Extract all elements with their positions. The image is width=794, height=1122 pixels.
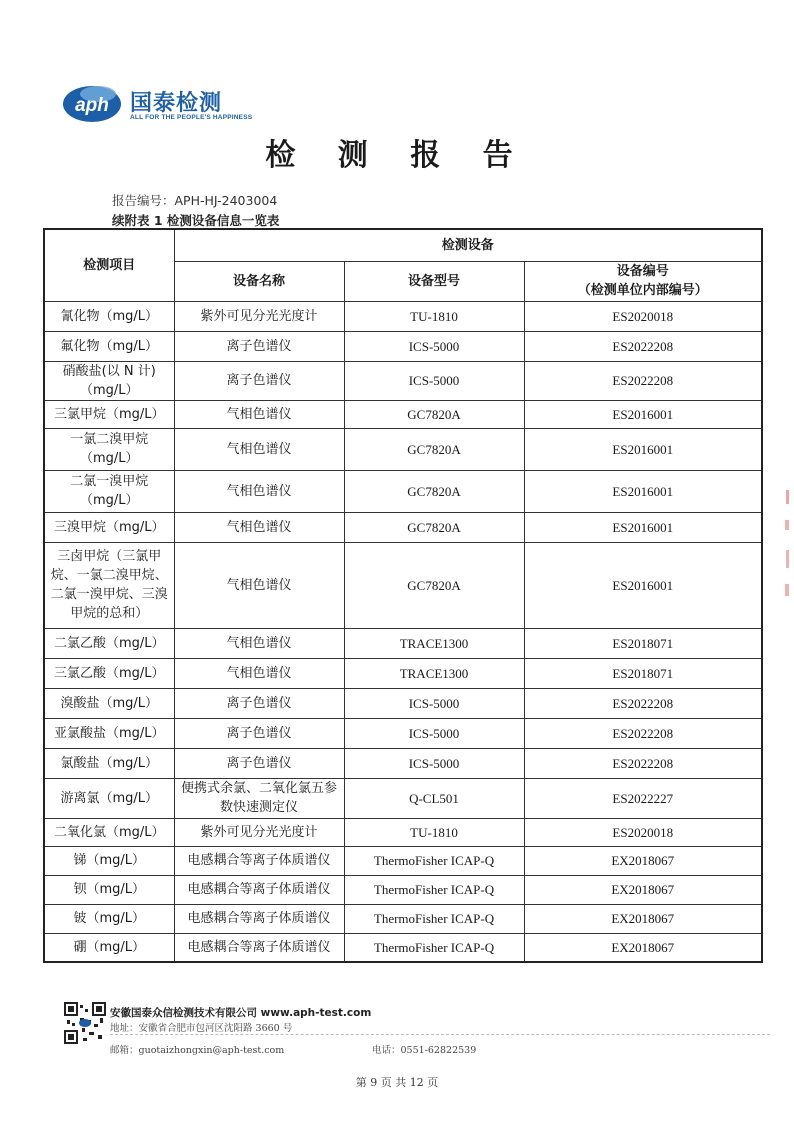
equipment-code-cell: ES2018071 xyxy=(524,658,762,688)
table-row xyxy=(44,818,762,846)
table-row xyxy=(44,846,762,875)
equipment-model-cell: ThermoFisher ICAP-Q xyxy=(344,846,524,875)
equipment-code-cell: EX2018067 xyxy=(524,875,762,904)
equipment-model-cell: ICS-5000 xyxy=(344,688,524,718)
header-equipment-code xyxy=(524,261,762,301)
header-code-line1: 设备编号 xyxy=(616,264,669,279)
equipment-code-cell: ES2022208 xyxy=(524,688,762,718)
aph-logo-icon xyxy=(62,82,122,124)
equipment-name-cell: 气相色谱仪 xyxy=(174,428,344,470)
equipment-code-cell: ES2016001 xyxy=(524,512,762,542)
equipment-code-cell: ES2020018 xyxy=(524,301,762,331)
test-item-cell: 亚氯酸盐（mg/L） xyxy=(44,718,174,748)
equipment-name-cell: 离子色谱仪 xyxy=(174,688,344,718)
logo-mark-text: aph xyxy=(75,95,109,116)
equipment-model-cell: ICS-5000 xyxy=(344,361,524,400)
equipment-model-cell: GC7820A xyxy=(344,400,524,428)
equipment-name-cell: 离子色谱仪 xyxy=(174,361,344,400)
test-item-cell: 硼（mg/L） xyxy=(44,933,174,962)
table-row xyxy=(44,542,762,628)
test-item-cell: 三氯甲烷（mg/L） xyxy=(44,400,174,428)
test-item-cell: 三氯乙酸（mg/L） xyxy=(44,658,174,688)
equipment-model-cell: TU-1810 xyxy=(344,818,524,846)
equipment-name-cell: 离子色谱仪 xyxy=(174,748,344,778)
table-row xyxy=(44,933,762,962)
test-item-cell: 三溴甲烷（mg/L） xyxy=(44,512,174,542)
footer-email: 邮箱：guotaizhongxin@aph-test.com xyxy=(110,1045,285,1056)
test-item-cell: 三卤甲烷（三氯甲烷、一氯二溴甲烷、二氯一溴甲烷、三溴甲烷的总和） xyxy=(44,542,174,628)
equipment-code-cell: ES2018071 xyxy=(524,628,762,658)
table-row xyxy=(44,875,762,904)
equipment-name-cell: 电感耦合等离子体质谱仪 xyxy=(174,933,344,962)
test-item-cell: 二氯一溴甲烷（mg/L） xyxy=(44,470,174,512)
equipment-code-cell: EX2018067 xyxy=(524,933,762,962)
equipment-name-cell: 离子色谱仪 xyxy=(174,331,344,361)
header-code-line2: （检测单位内部编号） xyxy=(577,283,708,298)
table-row xyxy=(44,628,762,658)
page-number: 第 9 页 共 12 页 xyxy=(355,1076,439,1089)
equipment-name-cell: 气相色谱仪 xyxy=(174,512,344,542)
table-row xyxy=(44,718,762,748)
table-row xyxy=(44,512,762,542)
equipment-table-body xyxy=(44,301,762,962)
table-caption: 续附表 1 检测设备信息一览表 xyxy=(112,213,280,228)
equipment-model-cell: ThermoFisher ICAP-Q xyxy=(344,875,524,904)
equipment-name-cell: 紫外可见分光光度计 xyxy=(174,301,344,331)
test-item-cell: 溴酸盐（mg/L） xyxy=(44,688,174,718)
test-item-cell: 二氯乙酸（mg/L） xyxy=(44,628,174,658)
equipment-model-cell: GC7820A xyxy=(344,428,524,470)
test-item-cell: 游离氯（mg/L） xyxy=(44,778,174,818)
equipment-name-cell: 气相色谱仪 xyxy=(174,400,344,428)
table-row xyxy=(44,688,762,718)
equipment-name-cell: 气相色谱仪 xyxy=(174,658,344,688)
table-row xyxy=(44,470,762,512)
equipment-name-cell: 电感耦合等离子体质谱仪 xyxy=(174,846,344,875)
equipment-name-cell: 电感耦合等离子体质谱仪 xyxy=(174,904,344,933)
footer-address: 地址：安徽省合肥市包河区沈阳路 3660 号 xyxy=(110,1023,293,1034)
footer-divider xyxy=(110,1034,770,1035)
equipment-model-cell: TRACE1300 xyxy=(344,628,524,658)
test-item-cell: 锑（mg/L） xyxy=(44,846,174,875)
test-item-cell: 氟化物（mg/L） xyxy=(44,331,174,361)
equipment-code-cell: ES2022208 xyxy=(524,361,762,400)
equipment-code-cell: ES2016001 xyxy=(524,542,762,628)
equipment-model-cell: TRACE1300 xyxy=(344,658,524,688)
equipment-table xyxy=(43,228,763,963)
table-row xyxy=(44,400,762,428)
table-row xyxy=(44,778,762,818)
equipment-name-cell: 气相色谱仪 xyxy=(174,628,344,658)
equipment-code-cell: ES2022208 xyxy=(524,748,762,778)
page-title: 检 测 报 告 xyxy=(265,138,529,173)
test-item-cell: 硝酸盐(以 N 计)（mg/L） xyxy=(44,361,174,400)
equipment-code-cell: EX2018067 xyxy=(524,904,762,933)
equipment-model-cell: ThermoFisher ICAP-Q xyxy=(344,904,524,933)
equipment-code-cell: ES2020018 xyxy=(524,818,762,846)
equipment-code-cell: ES2022208 xyxy=(524,331,762,361)
header-equipment-name: 设备名称 xyxy=(174,261,344,301)
table-row xyxy=(44,658,762,688)
header-test-item: 检测项目 xyxy=(44,229,174,301)
equipment-model-cell: GC7820A xyxy=(344,512,524,542)
table-row xyxy=(44,748,762,778)
header-equipment-group: 检测设备 xyxy=(174,229,762,261)
footer-phone: 电话：0551-62822539 xyxy=(372,1045,477,1056)
test-item-cell: 铍（mg/L） xyxy=(44,904,174,933)
seal-edge-marks xyxy=(780,480,790,610)
equipment-model-cell: GC7820A xyxy=(344,542,524,628)
equipment-model-cell: ICS-5000 xyxy=(344,331,524,361)
equipment-name-cell: 离子色谱仪 xyxy=(174,718,344,748)
header-equipment-model: 设备型号 xyxy=(344,261,524,301)
table-row xyxy=(44,301,762,331)
test-item-cell: 氯酸盐（mg/L） xyxy=(44,748,174,778)
equipment-model-cell: ICS-5000 xyxy=(344,718,524,748)
equipment-name-cell: 电感耦合等离子体质谱仪 xyxy=(174,875,344,904)
test-item-cell: 一氯二溴甲烷（mg/L） xyxy=(44,428,174,470)
equipment-model-cell: GC7820A xyxy=(344,470,524,512)
equipment-code-cell: ES2016001 xyxy=(524,470,762,512)
equipment-code-cell: ES2022227 xyxy=(524,778,762,818)
table-row xyxy=(44,361,762,400)
qr-code-icon xyxy=(64,1002,106,1048)
footer-company: 安徽国泰众信检测技术有限公司 www.aph-test.com xyxy=(110,1007,372,1019)
equipment-code-cell: ES2016001 xyxy=(524,400,762,428)
table-row xyxy=(44,904,762,933)
equipment-code-cell: ES2016001 xyxy=(524,428,762,470)
test-item-cell: 钡（mg/L） xyxy=(44,875,174,904)
test-item-cell: 二氧化氯（mg/L） xyxy=(44,818,174,846)
report-number: 报告编号：APH-HJ-2403004 xyxy=(112,193,278,208)
table-row xyxy=(44,331,762,361)
equipment-name-cell: 气相色谱仪 xyxy=(174,542,344,628)
equipment-code-cell: ES2022208 xyxy=(524,718,762,748)
equipment-code-cell: EX2018067 xyxy=(524,846,762,875)
equipment-model-cell: ThermoFisher ICAP-Q xyxy=(344,933,524,962)
test-item-cell: 氰化物（mg/L） xyxy=(44,301,174,331)
table-row xyxy=(44,428,762,470)
equipment-name-cell: 气相色谱仪 xyxy=(174,470,344,512)
logo-chinese-name: 国泰检测 xyxy=(130,91,223,116)
equipment-model-cell: TU-1810 xyxy=(344,301,524,331)
equipment-model-cell: ICS-5000 xyxy=(344,748,524,778)
logo-slogan: ALL FOR THE PEOPLE'S HAPPINESS xyxy=(130,114,253,121)
equipment-name-cell: 便携式余氯、二氧化氯五参数快速测定仪 xyxy=(174,778,344,818)
equipment-name-cell: 紫外可见分光光度计 xyxy=(174,818,344,846)
equipment-model-cell: Q-CL501 xyxy=(344,778,524,818)
